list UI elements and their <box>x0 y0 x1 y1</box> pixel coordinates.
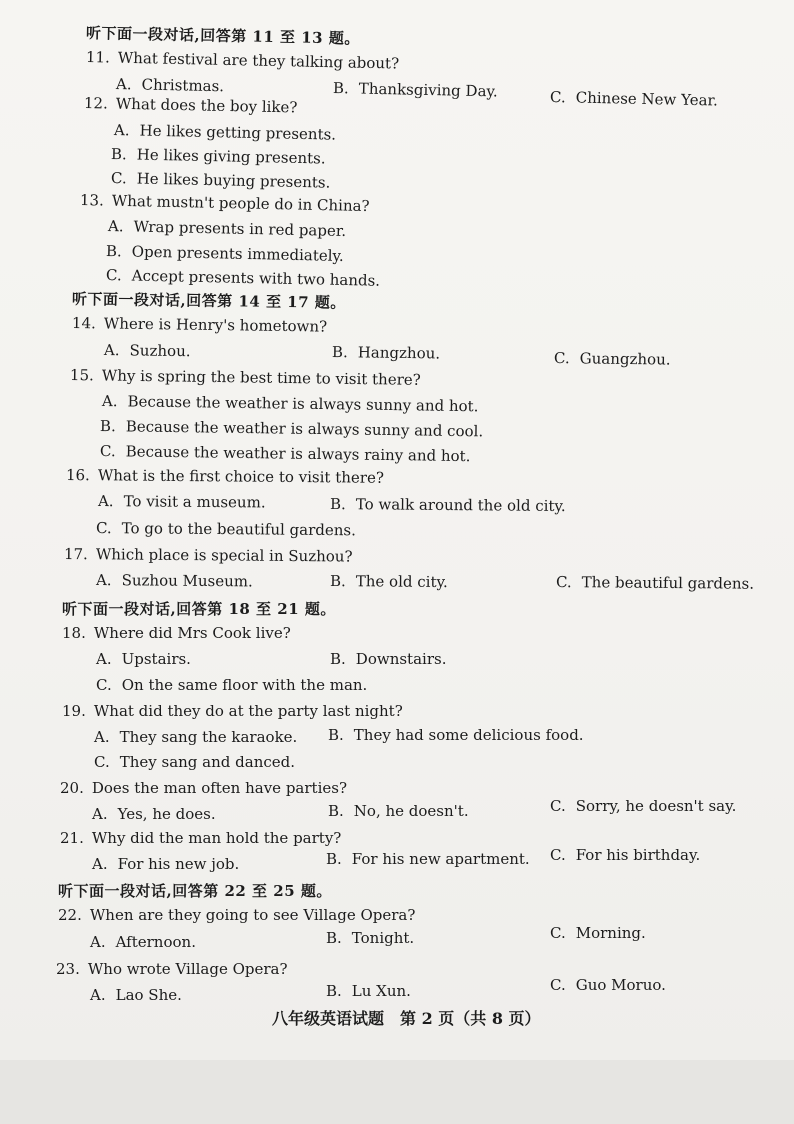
option-b <box>328 726 584 744</box>
option-text: Because the weather is always rainy and hot. <box>125 442 471 466</box>
question-text: What festival are they talking about? <box>117 48 400 73</box>
question-19 <box>62 702 403 720</box>
option-letter: C. <box>550 924 566 942</box>
option-text: Thanksgiving Day. <box>358 79 498 101</box>
option-letter: C. <box>549 88 566 107</box>
option-letter: B. <box>331 343 348 362</box>
question-text: Where is Henry's hometown? <box>103 314 328 336</box>
option-text: The beautiful gardens. <box>581 573 755 593</box>
option-letter: A. <box>95 571 112 590</box>
option-c <box>94 753 295 771</box>
option-c <box>96 676 367 694</box>
question-23 <box>56 960 288 978</box>
option-letter: A. <box>96 650 112 668</box>
option-text: Hangzhou. <box>357 343 441 363</box>
option-text: He likes buying presents. <box>136 169 331 192</box>
option-letter: C. <box>555 573 572 592</box>
option-letter: A. <box>97 492 114 511</box>
option-b <box>330 572 448 591</box>
option-letter: B. <box>99 417 116 436</box>
option-a <box>94 728 297 746</box>
option-text: No, he doesn't. <box>353 802 469 820</box>
question-15 <box>70 366 421 389</box>
page-footer: 八年级英语试题 第 2 页（共 8 页） <box>272 1009 541 1028</box>
question-number: 19. <box>62 702 86 720</box>
question-13 <box>80 191 370 215</box>
option-a <box>92 805 216 823</box>
option-c <box>111 169 331 192</box>
option-text: Accept presents with two hands. <box>131 266 381 290</box>
option-a <box>102 392 479 415</box>
option-a <box>116 75 224 95</box>
option-c <box>554 349 671 369</box>
question-11 <box>86 48 399 73</box>
option-text: Because the weather is always sunny and cool. <box>125 417 484 441</box>
question-number: 17. <box>63 545 88 564</box>
question-20 <box>60 779 347 797</box>
option-a <box>98 492 266 511</box>
question-number: 13. <box>79 191 105 210</box>
option-a <box>114 121 336 144</box>
option-text: Chinese New Year. <box>575 88 719 110</box>
option-letter: A. <box>94 728 110 746</box>
option-letter: A. <box>90 986 106 1004</box>
scan-margin <box>0 1060 794 1124</box>
option-text: Yes, he does. <box>117 805 216 823</box>
option-letter: B. <box>329 495 346 514</box>
option-letter: B. <box>330 650 346 668</box>
option-text: To walk around the old city. <box>355 495 566 516</box>
question-number: 18. <box>62 624 86 642</box>
question-21 <box>60 829 341 847</box>
option-a <box>104 341 191 360</box>
option-letter: B. <box>326 982 342 1000</box>
option-letter: A. <box>103 341 120 360</box>
option-text: Suzhou. <box>129 341 191 361</box>
option-b <box>332 343 440 363</box>
option-letter: C. <box>550 797 566 815</box>
option-text: He likes getting presents. <box>139 121 337 144</box>
option-text: Suzhou Museum. <box>121 571 253 591</box>
option-text: Upstairs. <box>121 650 191 668</box>
option-letter: C. <box>550 976 566 994</box>
option-letter: B. <box>332 79 349 98</box>
option-letter: B. <box>328 726 344 744</box>
option-c <box>106 266 380 290</box>
option-a <box>108 217 347 240</box>
option-b <box>333 79 498 100</box>
option-letter: C. <box>95 519 112 538</box>
option-a <box>96 650 191 668</box>
option-text: Afternoon. <box>115 933 196 951</box>
question-number: 15. <box>69 366 94 385</box>
option-text: To visit a museum. <box>123 492 266 512</box>
option-text: Lu Xun. <box>351 982 411 1000</box>
option-letter: A. <box>101 392 118 411</box>
option-letter: A. <box>92 805 108 823</box>
option-text: Morning. <box>575 924 646 942</box>
option-b <box>326 982 411 1000</box>
section-instruction: 听下面一段对话,回答第 22 至 25 题。 <box>58 882 332 900</box>
option-letter: B. <box>326 850 342 868</box>
option-text: The old city. <box>355 572 448 592</box>
option-letter: A. <box>107 217 124 236</box>
question-number: 22. <box>58 906 82 924</box>
option-b <box>100 417 483 440</box>
option-letter: C. <box>99 442 116 461</box>
question-text: What did they do at the party last night? <box>93 702 403 720</box>
option-text: Downstairs. <box>355 650 447 668</box>
option-text: For his birthday. <box>575 846 701 864</box>
option-text: Tonight. <box>351 929 415 947</box>
option-c <box>550 797 736 815</box>
option-letter: A. <box>90 933 106 951</box>
option-text: Guo Moruo. <box>575 976 666 994</box>
option-letter: C. <box>94 753 110 771</box>
option-b <box>330 650 446 668</box>
option-letter: A. <box>92 855 108 873</box>
question-text: What mustn't people do in China? <box>111 191 370 216</box>
question-14 <box>72 314 327 336</box>
option-a <box>92 855 239 873</box>
section-instruction: 听下面一段对话,回答第 11 至 13 题。 <box>85 24 360 48</box>
option-b <box>330 495 566 515</box>
question-number: 20. <box>60 779 84 797</box>
option-c <box>550 88 718 110</box>
option-b <box>106 242 344 265</box>
question-22 <box>58 906 415 924</box>
option-letter: C. <box>550 846 566 864</box>
option-c <box>96 519 356 539</box>
question-text: Who wrote Village Opera? <box>87 960 288 978</box>
option-text: Christmas. <box>141 75 225 96</box>
option-text: Guangzhou. <box>579 349 671 369</box>
question-12 <box>84 94 298 116</box>
question-text: Which place is special in Suzhou? <box>95 545 353 566</box>
option-b <box>111 145 326 167</box>
option-letter: C. <box>553 349 570 368</box>
question-text: Why is spring the best time to visit there? <box>101 366 421 389</box>
question-text: What does the boy like? <box>115 94 298 117</box>
option-a <box>96 571 253 590</box>
option-a <box>90 933 196 951</box>
question-number: 11. <box>85 48 111 67</box>
section-instruction: 听下面一段对话,回答第 14 至 17 题。 <box>71 290 346 312</box>
option-a <box>90 986 182 1004</box>
option-text: He likes giving presents. <box>136 145 326 168</box>
question-18 <box>62 624 291 642</box>
question-number: 16. <box>65 466 90 485</box>
option-letter: B. <box>110 145 127 164</box>
option-text: They sang the karaoke. <box>119 728 298 746</box>
option-letter: C. <box>96 676 112 694</box>
option-text: They sang and danced. <box>119 753 296 771</box>
option-text: Wrap presents in red paper. <box>133 217 347 240</box>
option-letter: B. <box>105 242 122 261</box>
question-number: 14. <box>71 314 96 333</box>
question-16 <box>66 466 384 487</box>
option-text: Lao She. <box>115 986 182 1004</box>
question-text: Where did Mrs Cook live? <box>93 624 291 642</box>
option-text: To go to the beautiful gardens. <box>121 519 357 540</box>
question-number: 12. <box>83 94 109 113</box>
option-c <box>550 846 700 864</box>
option-c <box>550 924 646 942</box>
option-text: Open presents immediately. <box>131 242 344 265</box>
option-text: For his new job. <box>117 855 240 873</box>
option-letter: B. <box>326 929 342 947</box>
question-number: 21. <box>60 829 84 847</box>
option-b <box>326 929 414 947</box>
question-number: 23. <box>56 960 80 978</box>
option-text: They had some delicious food. <box>353 726 584 744</box>
option-letter: B. <box>329 572 346 591</box>
option-letter: C. <box>110 169 127 188</box>
question-text: Does the man often have parties? <box>91 779 347 797</box>
option-b <box>326 850 530 868</box>
question-text: Why did the man hold the party? <box>91 829 342 847</box>
question-text: When are they going to see Village Opera? <box>89 906 416 924</box>
question-text: What is the first choice to visit there? <box>97 466 384 487</box>
option-text: On the same floor with the man. <box>121 676 368 694</box>
option-b <box>328 802 469 820</box>
option-letter: C. <box>105 266 122 285</box>
question-17 <box>64 545 353 566</box>
option-text: For his new apartment. <box>351 850 530 868</box>
option-text: Sorry, he doesn't say. <box>575 797 737 815</box>
section-instruction: 听下面一段对话,回答第 18 至 21 题。 <box>62 600 336 618</box>
option-c <box>550 976 666 994</box>
option-letter: B. <box>328 802 344 820</box>
option-c <box>100 442 471 465</box>
option-c <box>556 573 754 593</box>
option-text: Because the weather is always sunny and hot. <box>127 392 479 416</box>
option-letter: A. <box>115 75 132 94</box>
option-letter: A. <box>113 121 130 140</box>
